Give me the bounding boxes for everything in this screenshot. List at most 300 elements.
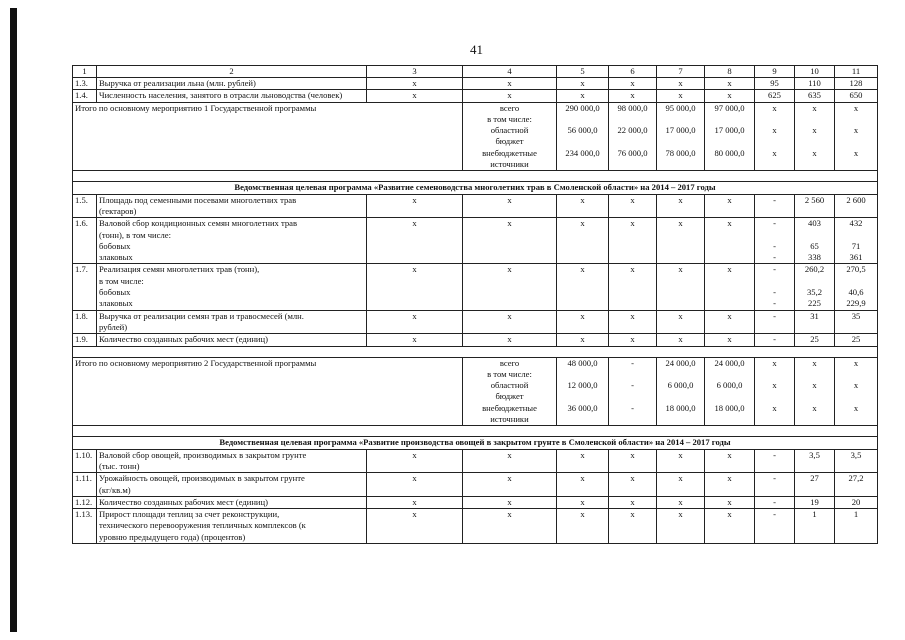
- total-values-line: [659, 136, 702, 147]
- total-values-line: x: [812, 125, 817, 136]
- cell-value: x: [367, 334, 463, 346]
- total-values-line: 97 000,0: [714, 102, 745, 113]
- total-values-line: [797, 369, 832, 380]
- total-values-line: 17 000,0: [714, 125, 745, 136]
- total-values-line: [611, 136, 654, 147]
- total-values: [755, 102, 795, 171]
- cell-value-line: 338: [808, 252, 821, 263]
- cell-value: x: [609, 194, 657, 218]
- total-values-line: x: [853, 102, 859, 113]
- indicator-name: [97, 194, 367, 218]
- total-values-line: 290 000,0: [565, 102, 600, 113]
- indicator-name: [97, 449, 367, 473]
- cell-value: -: [755, 496, 795, 508]
- total-values-line: x: [772, 102, 777, 113]
- total-values-line: 76 000,0: [617, 147, 648, 158]
- total-values-line: [611, 414, 654, 425]
- cell-value: 1: [835, 509, 878, 544]
- indicator-name: [97, 473, 367, 497]
- total-values-line: 56 000,0: [567, 125, 598, 136]
- cell-value: x: [463, 310, 557, 334]
- indicator-name: Численность населения, занятого в отрасли льноводства (человек): [97, 90, 367, 102]
- cell-value: 650: [835, 90, 878, 102]
- total-values: [557, 102, 609, 171]
- total-values-line: [797, 414, 832, 425]
- total-values-line: [659, 414, 702, 425]
- cell-value: x: [557, 334, 609, 346]
- indicator-name-line: Площадь под семенными посевами многолетних трав: [99, 194, 297, 205]
- spacer-row: [73, 346, 878, 357]
- cell-value: 128: [835, 78, 878, 90]
- cell-value: 95: [755, 78, 795, 90]
- cell-value: x: [367, 509, 463, 544]
- total-values-line: [611, 159, 654, 170]
- cell-value-line: 361: [849, 252, 863, 263]
- cell-value: x: [609, 334, 657, 346]
- total-values: [557, 357, 609, 426]
- cell-value: x: [367, 449, 463, 473]
- cell-value-line: 225: [808, 298, 821, 309]
- total-values: [657, 357, 705, 426]
- header-row: [73, 66, 878, 78]
- row-number: 1.6.: [73, 218, 97, 264]
- cell-value-line: [837, 230, 875, 241]
- total-label: Итого по основному мероприятию 1 Государственной программы: [73, 102, 463, 171]
- cell-value: [755, 264, 795, 310]
- indicator-name: Выручка от реализации льна (млн. рублей): [97, 78, 367, 90]
- cell-value: x: [705, 310, 755, 334]
- cell-value: x: [705, 218, 755, 264]
- total-values-line: [837, 114, 875, 125]
- total-values-line: [797, 114, 832, 125]
- spacer-row: [73, 426, 878, 437]
- total-values-line: [659, 114, 702, 125]
- cell-value-line: 2 600: [846, 194, 866, 205]
- cell-value-line: -: [773, 287, 776, 298]
- cell-value: [755, 218, 795, 264]
- indicator-name-line: рублей): [99, 321, 128, 332]
- cell-value: x: [705, 509, 755, 544]
- total-values: [657, 102, 705, 171]
- total-values-line: [837, 391, 875, 402]
- cell-value-line: 25: [851, 334, 861, 345]
- total-values: [609, 102, 657, 171]
- indicator-name-line: Урожайность овощей, производимых в закрытом грунте: [99, 473, 305, 484]
- cell-value: x: [657, 90, 705, 102]
- cell-value: [835, 218, 878, 264]
- cell-value: x: [367, 310, 463, 334]
- indicators-table: [72, 65, 878, 544]
- indicator-name-line: Количество созданных рабочих мест (единиц): [99, 334, 268, 345]
- column-header: 7: [657, 66, 705, 78]
- cell-value-line: -: [773, 218, 776, 229]
- cell-value-line: 270,5: [846, 264, 866, 275]
- cell-value: x: [657, 509, 705, 544]
- total-values-line: [757, 136, 792, 147]
- cell-value: x: [463, 449, 557, 473]
- cell-value: x: [657, 449, 705, 473]
- total-values-line: [707, 136, 752, 147]
- row-number: 1.11.: [73, 473, 97, 497]
- total-values-line: 17 000,0: [665, 125, 696, 136]
- table-row: [73, 90, 878, 102]
- total-values-line: [757, 114, 792, 125]
- cell-value: 110: [795, 78, 835, 90]
- total-values-line: x: [853, 380, 859, 391]
- cell-value: x: [657, 218, 705, 264]
- cell-value: 1: [795, 509, 835, 544]
- table-row: [73, 194, 878, 218]
- table-row: [73, 496, 878, 508]
- cell-value: x: [557, 90, 609, 102]
- table-row: [73, 78, 878, 90]
- table-row: [73, 264, 878, 310]
- indicator-name-line: Валовой сбор кондиционных семян многолетних трав: [99, 218, 298, 229]
- cell-value: x: [557, 473, 609, 497]
- table-row: [73, 334, 878, 346]
- indicator-name-line: Выручка от реализации семян трав и травосмесей (млн.: [99, 310, 304, 321]
- indicator-name: [97, 264, 367, 310]
- indicator-name-line: (тонн), в том числе:: [99, 229, 171, 240]
- funding-sources-line: областной: [490, 380, 529, 391]
- row-number: 1.8.: [73, 310, 97, 334]
- cell-value-line: 31: [810, 310, 819, 321]
- total-values: [609, 357, 657, 426]
- cell-value: x: [657, 194, 705, 218]
- cell-value: x: [705, 194, 755, 218]
- indicator-name-line: злаковых: [99, 298, 133, 309]
- funding-sources-line: бюджет: [495, 136, 524, 147]
- cell-value: x: [557, 194, 609, 218]
- indicator-name: [97, 509, 367, 544]
- total-values-line: [659, 391, 702, 402]
- total-values-line: [659, 369, 702, 380]
- cell-value: x: [463, 496, 557, 508]
- cell-value: 635: [795, 90, 835, 102]
- cell-value-line: [757, 230, 792, 241]
- table-row: [73, 473, 878, 497]
- cell-value: x: [463, 78, 557, 90]
- cell-value: x: [657, 496, 705, 508]
- total-values: [705, 357, 755, 426]
- funding-sources-line: источники: [490, 414, 529, 425]
- cell-value: x: [705, 473, 755, 497]
- indicator-name: [97, 496, 367, 508]
- spacer-cell: [73, 426, 878, 437]
- cell-value-line: 65: [810, 240, 819, 251]
- cell-value-line: [837, 276, 875, 287]
- section-title: Ведомственная целевая программа «Развитие семеноводства многолетних трав в Смоленской области» на 2014 – 2017 годы: [73, 182, 878, 194]
- total-values-line: [797, 159, 832, 170]
- table-row: [73, 310, 878, 334]
- scan-edge-bar: [10, 8, 17, 632]
- indicator-name-line: злаковых: [99, 252, 133, 263]
- total-values-line: 80 000,0: [714, 147, 745, 158]
- row-number: 1.3.: [73, 78, 97, 90]
- cell-value: x: [367, 218, 463, 264]
- total-values-line: 95 000,0: [665, 102, 696, 113]
- total-values-line: x: [853, 357, 859, 368]
- cell-value-line: 403: [808, 218, 821, 229]
- funding-sources: [463, 102, 557, 171]
- total-values-line: [559, 391, 606, 402]
- total-values-line: [797, 391, 832, 402]
- total-values-line: x: [772, 357, 777, 368]
- indicator-name-line: Реализация семян многолетних трав (тонн),: [99, 264, 260, 275]
- section-title: Ведомственная целевая программа «Развитие производства овощей в закрытом грунте в Смоленской области» на 2014 – 2017 годы: [73, 437, 878, 449]
- row-number: 1.10.: [73, 449, 97, 473]
- total-values: [705, 102, 755, 171]
- total-values-line: x: [812, 147, 817, 158]
- funding-sources-line: бюджет: [495, 391, 524, 402]
- total-values-line: [611, 114, 654, 125]
- cell-value-line: [797, 230, 832, 241]
- cell-value: -: [755, 509, 795, 544]
- cell-value: x: [557, 310, 609, 334]
- total-values-line: [757, 159, 792, 170]
- column-header: 10: [795, 66, 835, 78]
- total-values-line: x: [812, 402, 817, 413]
- funding-sources-line: областной: [490, 125, 529, 136]
- cell-value: x: [367, 473, 463, 497]
- cell-value: x: [609, 509, 657, 544]
- total-values-line: [707, 369, 752, 380]
- cell-value: [835, 194, 878, 218]
- total-values-line: [559, 369, 606, 380]
- cell-value: 19: [795, 496, 835, 508]
- cell-value-line: [757, 276, 792, 287]
- cell-value: -: [755, 473, 795, 497]
- column-header: 8: [705, 66, 755, 78]
- total-values-line: x: [772, 125, 777, 136]
- cell-value-line: -: [773, 240, 776, 251]
- indicator-name-line: Прирост площади теплиц за счет реконструкции,: [99, 509, 280, 520]
- total-values-line: x: [853, 402, 859, 413]
- cell-value-line: -: [773, 194, 776, 205]
- total-values-line: [611, 369, 654, 380]
- table-row: [73, 218, 878, 264]
- cell-value: x: [463, 264, 557, 310]
- indicator-name: [97, 334, 367, 346]
- column-header: 4: [463, 66, 557, 78]
- cell-value: x: [657, 310, 705, 334]
- cell-value: 3,5: [835, 449, 878, 473]
- spacer-row: [73, 171, 878, 182]
- cell-value-line: 40,6: [848, 287, 864, 298]
- total-values-line: [559, 136, 606, 147]
- column-header: 5: [557, 66, 609, 78]
- page-number: 41: [470, 42, 483, 57]
- cell-value: x: [557, 449, 609, 473]
- total-values-line: x: [812, 102, 817, 113]
- total-values-line: [659, 159, 702, 170]
- cell-value: x: [705, 78, 755, 90]
- total-values-line: [757, 391, 792, 402]
- cell-value: [755, 310, 795, 334]
- total-values-line: 78 000,0: [665, 147, 696, 158]
- total-values-line: 6 000,0: [716, 380, 743, 391]
- funding-sources-line: в том числе:: [487, 113, 532, 124]
- cell-value: [795, 264, 835, 310]
- total-values-line: x: [853, 147, 859, 158]
- cell-value: 27,2: [835, 473, 878, 497]
- cell-value: x: [609, 264, 657, 310]
- total-values: [835, 357, 878, 426]
- cell-value: x: [557, 509, 609, 544]
- indicator-name-line: в том числе:: [99, 275, 144, 286]
- indicator-name-line: Количество созданных рабочих мест (единиц): [99, 496, 268, 507]
- cell-value: x: [557, 264, 609, 310]
- total-values-line: [707, 391, 752, 402]
- total-values-line: -: [631, 380, 634, 391]
- total-values-line: 234 000,0: [565, 147, 600, 158]
- cell-value-line: -: [773, 264, 776, 275]
- cell-value-line: 260,2: [804, 264, 825, 275]
- total-values: [795, 357, 835, 426]
- cell-value: [755, 194, 795, 218]
- total-values-line: 18 000,0: [665, 402, 696, 413]
- indicator-name-line: Валовой сбор овощей, производимых в закрытом грунте: [99, 449, 307, 460]
- total-values-line: 18 000,0: [714, 402, 745, 413]
- total-values-line: 24 000,0: [665, 357, 696, 368]
- cell-value: x: [657, 473, 705, 497]
- total-values-line: 48 000,0: [567, 357, 598, 368]
- cell-value: x: [463, 90, 557, 102]
- total-values-line: x: [772, 147, 777, 158]
- cell-value: x: [367, 90, 463, 102]
- indicator-name-line: бобовых: [99, 287, 131, 298]
- cell-value-line: 25: [810, 334, 819, 345]
- table-row: [73, 449, 878, 473]
- total-values-line: [837, 159, 875, 170]
- cell-value: [795, 194, 835, 218]
- funding-sources-line: в том числе:: [487, 368, 532, 379]
- cell-value: 625: [755, 90, 795, 102]
- cell-value-line: -: [773, 298, 776, 309]
- cell-value: x: [705, 334, 755, 346]
- total-values-line: [837, 369, 875, 380]
- cell-value: [795, 310, 835, 334]
- cell-value: x: [557, 218, 609, 264]
- total-values-line: [559, 159, 606, 170]
- total-label: Итого по основному мероприятию 2 Государственной программы: [73, 357, 463, 426]
- cell-value-line: 432: [849, 218, 863, 229]
- total-values-line: [837, 414, 875, 425]
- cell-value: [835, 310, 878, 334]
- total-values-line: [611, 391, 654, 402]
- total-values-line: [559, 114, 606, 125]
- total-values-line: [837, 136, 875, 147]
- total-values-line: [707, 159, 752, 170]
- cell-value: 27: [795, 473, 835, 497]
- total-values-line: -: [631, 357, 634, 368]
- funding-sources-line: всего: [499, 102, 520, 113]
- cell-value: x: [609, 90, 657, 102]
- cell-value: x: [367, 264, 463, 310]
- total-values-line: x: [812, 357, 817, 368]
- cell-value: x: [609, 78, 657, 90]
- cell-value: x: [463, 334, 557, 346]
- cell-value: [795, 334, 835, 346]
- cell-value: x: [657, 334, 705, 346]
- funding-sources-line: внебюджетные: [482, 402, 537, 413]
- cell-value-line: 229,9: [846, 298, 866, 309]
- total-values-line: x: [772, 380, 777, 391]
- total-values-line: x: [812, 380, 817, 391]
- cell-value: [835, 264, 878, 310]
- total-values-line: [707, 114, 752, 125]
- total-values: [835, 102, 878, 171]
- cell-value-line: 2 560: [804, 194, 825, 205]
- section-row: [73, 182, 878, 194]
- cell-value: x: [463, 509, 557, 544]
- indicator-name-line: бобовых: [99, 240, 131, 251]
- cell-value-line: 35,2: [806, 287, 823, 298]
- cell-value-line: -: [773, 252, 776, 263]
- cell-value-line: 35: [851, 310, 861, 321]
- cell-value-line: -: [773, 334, 776, 345]
- total-values-line: 24 000,0: [714, 357, 745, 368]
- cell-value: [755, 334, 795, 346]
- cell-value: x: [609, 218, 657, 264]
- cell-value: -: [755, 449, 795, 473]
- total-values: [795, 102, 835, 171]
- cell-value: [835, 334, 878, 346]
- total-values-line: 22 000,0: [617, 125, 648, 136]
- cell-value: x: [609, 449, 657, 473]
- funding-sources-line: всего: [499, 357, 520, 368]
- total-row: [73, 102, 878, 171]
- column-header: 1: [73, 66, 97, 78]
- cell-value: x: [609, 496, 657, 508]
- row-number: 1.13.: [73, 509, 97, 544]
- indicator-name-line: (кг/кв.м): [99, 484, 131, 495]
- table-row: [73, 509, 878, 544]
- column-header: 3: [367, 66, 463, 78]
- indicator-name: [97, 310, 367, 334]
- cell-value: x: [705, 90, 755, 102]
- cell-value: 3,5: [795, 449, 835, 473]
- cell-value: x: [657, 78, 705, 90]
- row-number: 1.12.: [73, 496, 97, 508]
- spacer-cell: [73, 171, 878, 182]
- indicator-name-line: уровню предыдущего года) (процентов): [99, 531, 246, 542]
- indicator-name-line: (тыс. тонн): [99, 460, 140, 471]
- row-number: 1.7.: [73, 264, 97, 310]
- cell-value: x: [609, 473, 657, 497]
- total-values-line: [757, 369, 792, 380]
- cell-value: x: [557, 78, 609, 90]
- indicator-name: [97, 218, 367, 264]
- cell-value-line: 71: [851, 240, 861, 251]
- cell-value-line: -: [773, 310, 776, 321]
- column-header: 9: [755, 66, 795, 78]
- total-values-line: 12 000,0: [567, 380, 598, 391]
- cell-value: x: [463, 218, 557, 264]
- funding-sources-line: источники: [490, 159, 529, 170]
- indicator-name-line: технического перевооружения тепличных комплексов (к: [99, 520, 306, 531]
- cell-value-line: [797, 276, 832, 287]
- column-header: 6: [609, 66, 657, 78]
- cell-value: x: [557, 496, 609, 508]
- total-values-line: 98 000,0: [617, 102, 648, 113]
- total-values-line: [707, 414, 752, 425]
- column-header: 11: [835, 66, 878, 78]
- row-number: 1.4.: [73, 90, 97, 102]
- total-values-line: [757, 414, 792, 425]
- total-values: [755, 357, 795, 426]
- cell-value: [795, 218, 835, 264]
